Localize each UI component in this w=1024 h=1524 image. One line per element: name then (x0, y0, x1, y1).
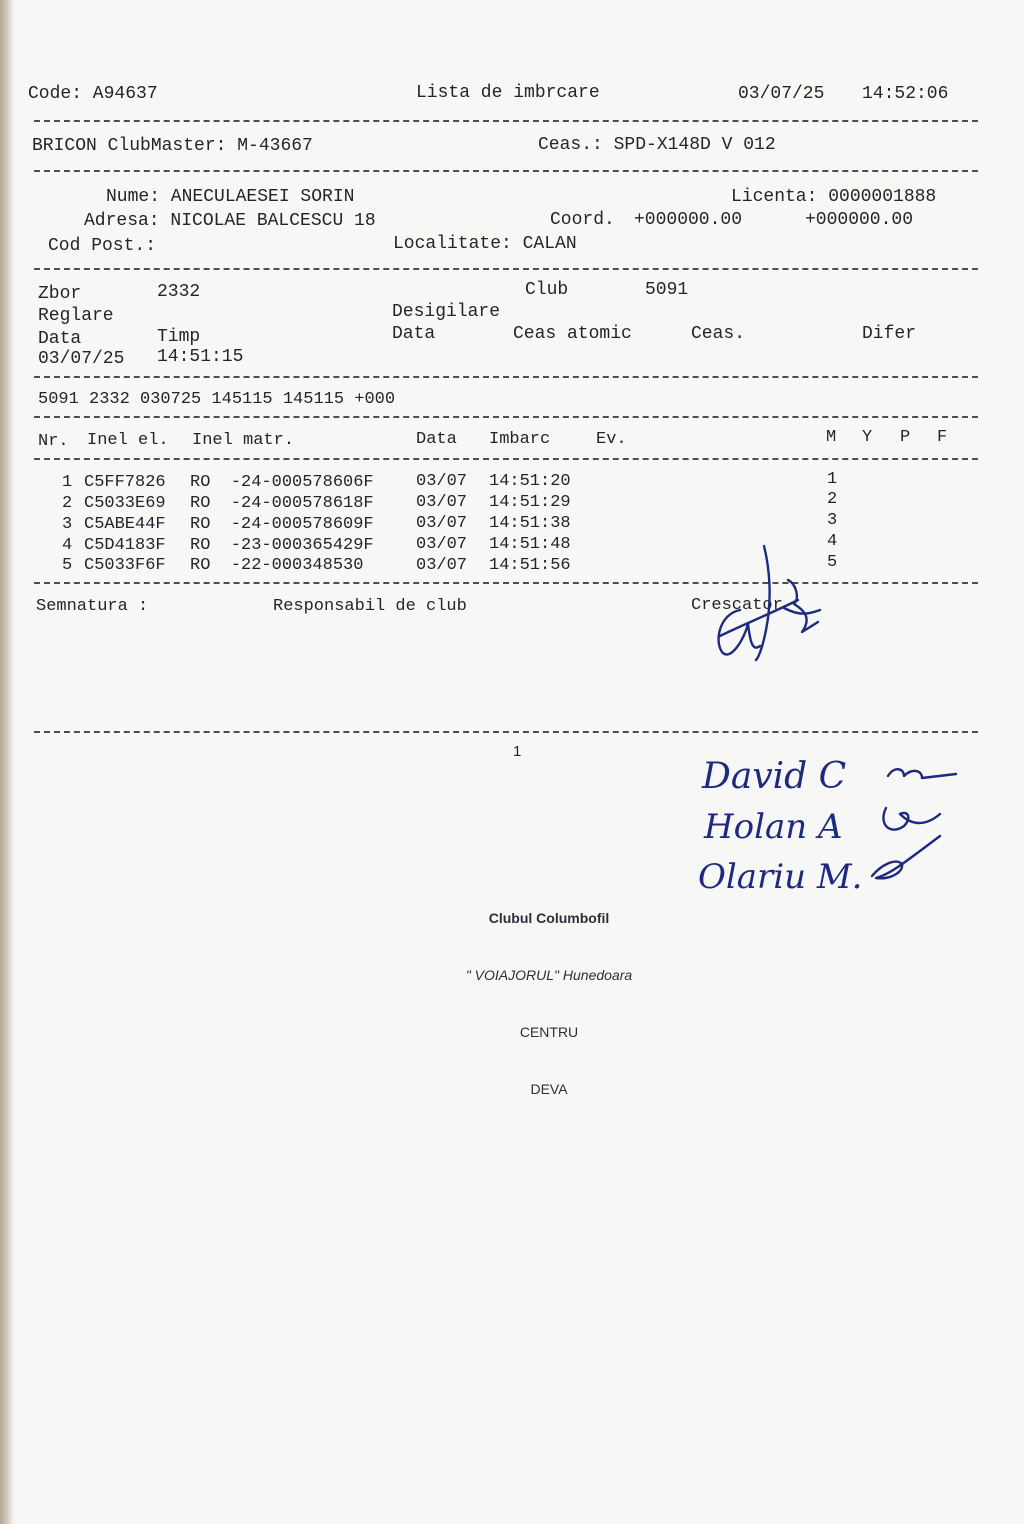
desigilare-label: Desigilare (392, 302, 501, 322)
row-date: 03/07 (416, 493, 468, 512)
registration-ring: RO -23-000365429F (190, 536, 374, 555)
column-header: Data (416, 430, 457, 449)
electronic-ring: C5033F6F (84, 556, 166, 575)
electronic-ring: C5FF7826 (84, 473, 166, 492)
registration-ring: RO -24-000578618F (190, 494, 374, 513)
club-label: Club (525, 280, 569, 300)
row-time: 14:51:56 (489, 556, 571, 575)
divider (34, 268, 978, 270)
column-header: M (826, 428, 837, 447)
document-time: 14:52:06 (862, 84, 949, 104)
stamp-line: DEVA (530, 1081, 568, 1097)
flight-number: 2332 (157, 282, 201, 302)
data-label: Data (38, 329, 82, 349)
flight-label: Zbor (38, 284, 82, 304)
row-date: 03/07 (416, 514, 468, 533)
divider (34, 731, 978, 733)
coord-label: Coord. (550, 210, 615, 230)
row-number: 5 (62, 556, 73, 575)
row-m: 3 (827, 511, 838, 530)
clock-label: Ceas. (691, 324, 746, 344)
row-time: 14:51:48 (489, 535, 571, 554)
reglare-label: Reglare (38, 306, 114, 326)
club-number: 5091 (645, 280, 689, 300)
clock-id: Ceas.: SPD-X148D V 012 (538, 135, 776, 155)
document-date: 03/07/25 (738, 84, 825, 104)
atomic-clock-label: Ceas atomic (513, 324, 632, 344)
owner-name: Nume: ANECULAESEI SORIN (106, 187, 355, 207)
stamp-line: " VOIAJORUL" Hunedoara (465, 967, 633, 983)
reglare-date: 03/07/25 (38, 349, 125, 369)
row-number: 2 (62, 494, 73, 513)
club-responsible-label: Responsabil de club (273, 597, 467, 616)
owner-locality: Localitate: CALAN (393, 234, 577, 254)
breeder-signature (700, 540, 840, 670)
initials-scribble (872, 836, 940, 878)
column-header: Inel matr. (192, 431, 295, 450)
row-m: 5 (827, 553, 838, 572)
coord-y: +000000.00 (805, 210, 914, 230)
coord-x: +000000.00 (634, 210, 743, 230)
electronic-ring: C5033E69 (84, 494, 166, 513)
club-stamp (440, 871, 658, 1137)
owner-address: Adresa: NICOLAE BALCESCU 18 (84, 211, 376, 231)
postal-code-label: Cod Post.: (48, 236, 157, 256)
summary-line: 5091 2332 030725 145115 145115 +000 (38, 390, 396, 409)
row-number: 4 (62, 536, 73, 555)
row-m: 1 (827, 470, 838, 489)
column-header: Nr. (38, 432, 69, 451)
clubmaster-id: BRICON ClubMaster: M-43667 (32, 136, 313, 156)
column-header: Imbarc (489, 430, 551, 449)
row-m: 4 (827, 532, 838, 551)
registration-ring: RO -22-000348530 (190, 556, 374, 575)
page-number: 1 (513, 743, 522, 760)
registration-ring: RO -24-000578609F (190, 515, 374, 534)
divider (34, 376, 978, 378)
signature-label: Semnatura : (36, 597, 149, 616)
divider (34, 458, 978, 460)
column-header: F (937, 428, 948, 447)
document-title: Lista de imbrcare (416, 83, 600, 103)
breeder-label: Crescator (691, 596, 783, 615)
page-edge-shadow (0, 0, 14, 1524)
row-date: 03/07 (416, 556, 468, 575)
registration-ring: RO -24-000578606F (190, 473, 374, 492)
row-number: 1 (62, 473, 73, 492)
handwritten-name: David C (702, 756, 847, 797)
row-time: 14:51:20 (489, 472, 571, 491)
row-m: 2 (827, 490, 838, 509)
electronic-ring: C5D4183F (84, 536, 166, 555)
row-number: 3 (62, 515, 73, 534)
column-header: Inel el. (87, 431, 169, 450)
divider (34, 120, 978, 122)
divider (34, 170, 978, 172)
document-code: Code: A94637 (28, 84, 158, 104)
difference-label: Difer (862, 324, 917, 344)
row-date: 03/07 (416, 535, 468, 554)
data-label: Data (392, 324, 436, 344)
row-time: 14:51:38 (489, 514, 571, 533)
electronic-ring: C5ABE44F (84, 515, 166, 534)
initials-scribble (888, 769, 956, 778)
initials-scribble (883, 808, 940, 830)
handwritten-name: Holan A (704, 807, 843, 847)
stamp-line: Clubul Columbofil (488, 910, 610, 926)
reglare-time: 14:51:15 (157, 347, 244, 367)
column-header: P (900, 428, 911, 447)
time-label: Timp (157, 327, 201, 347)
owner-license: Licenta: 0000001888 (731, 187, 937, 207)
column-header: Ev. (596, 430, 627, 449)
row-date: 03/07 (416, 472, 468, 491)
stamp-line: CENTRU (519, 1024, 579, 1040)
row-time: 14:51:29 (489, 493, 571, 512)
handwritten-names (690, 748, 980, 908)
handwritten-name: Olariu M. (698, 857, 863, 897)
divider (34, 416, 978, 418)
column-header: Y (862, 428, 873, 447)
